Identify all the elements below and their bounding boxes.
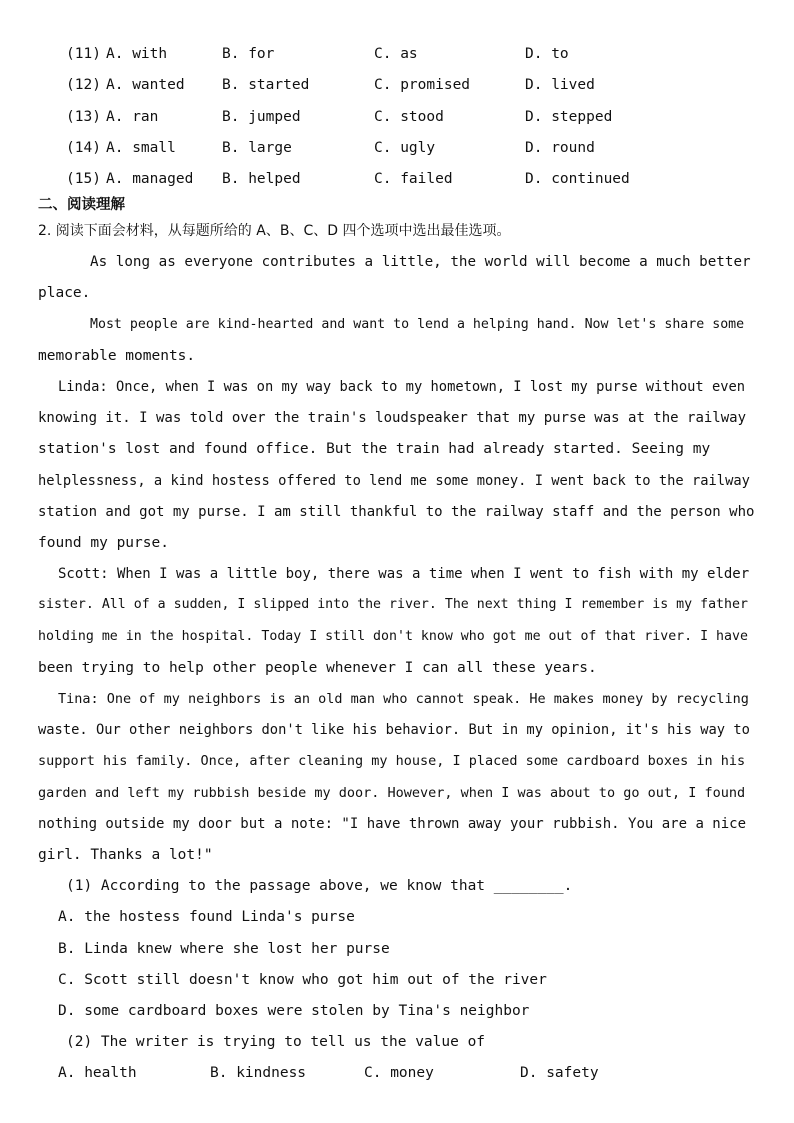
option-c: C. stood <box>374 109 444 125</box>
question-number: (15) <box>66 171 101 187</box>
answer-option: D. safety <box>520 1065 599 1081</box>
passage-line: garden and left my rubbish beside my door. However, when I was about to go out, I found <box>38 785 746 801</box>
option-c: C. failed <box>374 171 453 187</box>
option-d: D. to <box>525 46 569 62</box>
question-number: (14) <box>66 140 101 156</box>
question-stem: (2) The writer is trying to tell us the value of <box>66 1034 486 1050</box>
option-b: B. large <box>222 140 292 156</box>
passage-line: Linda: Once, when I was on my way back to my hometown, I lost my purse without even <box>58 379 746 395</box>
passage-line: station's lost and found office. But the train had already started. Seeing my <box>38 441 711 457</box>
option-d: D. round <box>525 140 595 156</box>
passage-line: memorable moments. <box>38 348 196 364</box>
option-b: B. started <box>222 77 310 93</box>
answer-option: B. kindness <box>210 1065 307 1081</box>
passage-line: holding me in the hospital. Today I still don't know who got me out of that river. I have <box>38 629 748 644</box>
section-title: 二、阅读理解 <box>38 197 125 213</box>
option-c: C. as <box>374 46 418 62</box>
option-d: D. lived <box>525 77 595 93</box>
answer-option-row <box>0 1063 794 1083</box>
passage-line: been trying to help other people whenever I can all these years. <box>38 660 597 676</box>
answer-option: A. health <box>58 1065 137 1081</box>
question-number: (12) <box>66 77 101 93</box>
passage-line: girl. Thanks a lot!" <box>38 847 213 863</box>
question-stem: (1) According to the passage above, we know that ________. <box>66 878 573 894</box>
option-a: A. ran <box>106 109 159 125</box>
passage-line: Most people are kind-hearted and want to lend a helping hand. Now let's share some <box>90 317 745 332</box>
option-c: C. promised <box>374 77 471 93</box>
question-number: (13) <box>66 109 101 125</box>
passage-line: Scott: When I was a little boy, there was a time when I went to fish with my elder <box>58 566 750 582</box>
option-b: B. jumped <box>222 109 301 125</box>
passage-line: helplessness, a kind hostess offered to lend me some money. I went back to the railway <box>38 473 750 489</box>
question-number: (11) <box>66 46 101 62</box>
passage-line: waste. Our other neighbors don't like his behavior. But in my opinion, it's his way to <box>38 722 750 738</box>
passage-line: support his family. Once, after cleaning my house, I placed some cardboard boxes in his <box>38 753 746 769</box>
passage-line: found my purse. <box>38 535 169 551</box>
option-a: A. with <box>106 46 168 62</box>
option-c: C. ugly <box>374 140 436 156</box>
answer-option: C. Scott still doesn't know who got him out of the river <box>58 972 547 988</box>
answer-option: B. Linda knew where she lost her purse <box>58 941 390 957</box>
answer-option: C. money <box>364 1065 434 1081</box>
passage-line: place. <box>38 285 91 301</box>
passage-line: As long as everyone contributes a little, the world will become a much better <box>90 254 751 270</box>
option-a: A. wanted <box>106 77 185 93</box>
cloze-option-row <box>0 169 794 189</box>
option-d: D. continued <box>525 171 630 187</box>
answer-option: D. some cardboard boxes were stolen by Tina's neighbor <box>58 1003 530 1019</box>
passage-line: knowing it. I was told over the train's loudspeaker that my purse was at the railway <box>38 410 747 426</box>
passage-line: sister. All of a sudden, I slipped into the river. The next thing I remember is my father <box>38 597 748 612</box>
option-b: B. helped <box>222 171 301 187</box>
option-b: B. for <box>222 46 275 62</box>
cloze-option-row <box>0 75 794 95</box>
cloze-option-row <box>0 138 794 158</box>
option-a: A. managed <box>106 171 194 187</box>
option-a: A. small <box>106 140 176 156</box>
passage-line: nothing outside my door but a note: "I have thrown away your rubbish. You are a nice <box>38 816 747 832</box>
option-d: D. stepped <box>525 109 613 125</box>
passage-line: station and got my purse. I am still thankful to the railway staff and the person who <box>38 504 755 520</box>
cloze-option-row <box>0 44 794 64</box>
cloze-option-row <box>0 107 794 127</box>
passage-line: Tina: One of my neighbors is an old man who cannot speak. He makes money by recycling <box>58 691 749 707</box>
answer-option: A. the hostess found Linda's purse <box>58 909 355 925</box>
instruction: 2. 阅读下面会材料，从每题所给的 A、B、C、D 四个选项中选出最佳选项。 <box>38 223 511 239</box>
